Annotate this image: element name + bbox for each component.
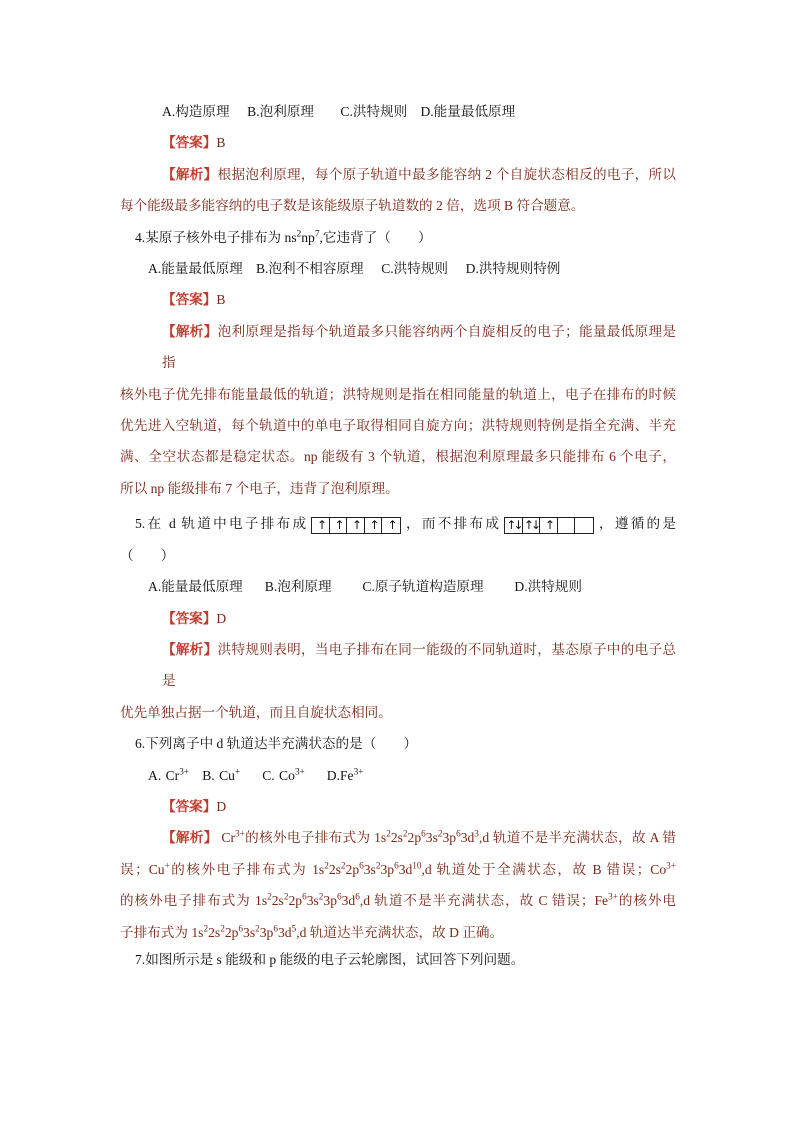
- orbital-box: ↑: [365, 518, 383, 533]
- superscript: 6: [302, 891, 307, 902]
- superscript: 3+: [608, 891, 618, 902]
- text-run: 2p: [288, 893, 303, 909]
- orbital-box: ↑: [387, 517, 395, 532]
- options-line: [120, 571, 676, 602]
- answer-line: [120, 284, 676, 315]
- text-run: 误；Cu: [120, 861, 165, 877]
- analysis-block: [120, 316, 676, 504]
- text-run: 根据泡利原理，每个原子轨道中最多能容纳 2 个自旋状态相反的电子，所以: [217, 166, 677, 182]
- text-run: ，遵循的是: [596, 516, 677, 532]
- text-run: ,d 轨道不是半充满状态，故 A 错: [478, 830, 677, 846]
- superscript: 2: [255, 923, 260, 934]
- options-block: [120, 96, 676, 127]
- text-run: D.Fe: [304, 767, 354, 783]
- text-run: A. Cr: [148, 767, 180, 783]
- analysis-line: [120, 854, 676, 885]
- text-run: 洪特规则表明，当电子排布在同一能级的不同轨道时，基态原子中的电子总是: [162, 641, 677, 689]
- analysis-label: 【解析】: [162, 166, 218, 182]
- analysis-block: [120, 634, 676, 728]
- orbital-box-diagram: [504, 517, 594, 534]
- options-line: [120, 760, 676, 791]
- text-run: 3d: [277, 924, 292, 940]
- analysis-line: [120, 822, 676, 853]
- text-run: 2s: [208, 924, 221, 940]
- text-run: ,d 轨道处于全满状态，故 B 错误；Co: [421, 861, 667, 877]
- text-run: 子排布式为 1s: [120, 924, 204, 940]
- text-run: np: [301, 229, 315, 245]
- analysis-label: 【解析】: [162, 830, 218, 846]
- answer-block: [120, 791, 676, 822]
- text-run: 的核外电子排布式为 1s: [169, 861, 325, 877]
- text-run: A.能量最低原理 B.泡利不相容原理 C.洪特规则 D.洪特规则特例: [148, 261, 561, 277]
- superscript: 10: [412, 860, 422, 871]
- question-line: [120, 508, 676, 539]
- answer-block: [120, 284, 676, 315]
- analysis-line: [120, 159, 676, 190]
- analysis-label: 【解析】: [162, 323, 218, 339]
- text-run: A.能量最低原理 B.泡利原理 C.原子轨道构造原理 D.洪特规则: [148, 579, 582, 595]
- text-run: 6.下列离子中 d 轨道达半充满状态的是（ ）: [135, 736, 418, 752]
- superscript: 2: [296, 228, 302, 239]
- superscript: 2: [220, 923, 225, 934]
- text-run: B: [216, 135, 226, 151]
- analysis-line: [120, 634, 676, 697]
- text-run: 4.某原子核外电子排布为 ns: [135, 229, 297, 245]
- text-run: 满、全空状态都是稳定状态。np 能级有 3 个轨道，根据泡利原理最多只能排布 6 个电子，: [120, 449, 676, 465]
- analysis-line: [120, 441, 676, 472]
- answer-label: 【答案】: [162, 135, 217, 151]
- analysis-line: [120, 410, 676, 441]
- answer-line: [120, 127, 676, 158]
- superscript: 2: [386, 828, 391, 839]
- superscript: 6: [337, 891, 342, 902]
- superscript: 6: [238, 923, 244, 934]
- superscript: 3+: [666, 860, 676, 871]
- superscript: 3+: [353, 766, 364, 776]
- superscript: 2: [402, 828, 408, 839]
- text-run: 2p: [407, 830, 422, 846]
- text-run: Cr: [217, 830, 235, 846]
- answer-line: [120, 791, 676, 822]
- answer-line: [120, 603, 676, 634]
- text-run: 3d: [341, 893, 356, 909]
- options-block: [120, 760, 676, 791]
- text-run: 每个能级最多能容纳的电子数是该能级原子轨道数的 2 倍，选项 B 符合题意。: [120, 198, 585, 214]
- superscript: 6: [355, 891, 360, 902]
- text-run: B. Cu: [189, 767, 235, 783]
- question-line: [120, 728, 676, 759]
- superscript: +: [234, 766, 241, 776]
- text-run: 的核外电子排布式为 1s: [244, 830, 387, 846]
- text-run: 3s: [363, 861, 376, 877]
- answer-block: [120, 127, 676, 158]
- superscript: 6: [359, 860, 364, 871]
- analysis-line: [120, 697, 676, 728]
- text-run: ,d 轨道不是半充满状态，故 C 错误；Fe: [359, 893, 609, 909]
- text-run: 泡利原理是指每个轨道最多只能容纳两个自旋相反的电子；能量最低原理是指: [162, 323, 677, 371]
- text-run: D: [216, 798, 227, 814]
- text-run: 2s: [328, 861, 341, 877]
- text-run: 核外电子优先排布能量最低的轨道；洪特规则是指在相同能量的轨道上，电子在排布的时候: [120, 386, 676, 402]
- text-run: 3d: [460, 830, 475, 846]
- text-run: C. Co: [240, 767, 295, 783]
- text-run: 的核外电子排布式为 1s: [120, 893, 268, 909]
- superscript: 6: [421, 828, 426, 839]
- text-run: 2p: [224, 924, 239, 940]
- superscript: 3+: [294, 766, 305, 776]
- text-run: ,d 轨道达半充满状态，故 D 正确。: [296, 924, 504, 940]
- text-run: 优先进入空轨道，每个轨道中的单电子取得相同自旋方向；洪特规则特例是指全充满、半充: [120, 418, 676, 434]
- superscript: 2: [437, 828, 443, 839]
- superscript: 6: [456, 828, 461, 839]
- text-run: ，而不排布成: [403, 516, 502, 532]
- superscript: 2: [318, 891, 324, 902]
- text-run: 3s: [425, 830, 438, 846]
- superscript: 2: [324, 860, 329, 871]
- text-run: 3p: [442, 830, 457, 846]
- question-block: [120, 508, 676, 571]
- text-run: （ ）: [120, 547, 175, 563]
- superscript: 6: [394, 860, 399, 871]
- orbital-box: ↑↓: [523, 518, 541, 533]
- superscript: 3+: [235, 828, 245, 839]
- orbital-box: ↑↓: [505, 518, 523, 533]
- analysis-line: [120, 885, 676, 916]
- superscript: 2: [203, 923, 209, 934]
- orbital-box: ↑: [330, 518, 348, 533]
- text-run: 所以 np 能级排布 7 个电子，违背了泡利原理。: [120, 480, 399, 496]
- superscript: 2: [375, 860, 381, 871]
- text-run: 3d: [398, 861, 413, 877]
- answer-label: 【答案】: [162, 798, 217, 814]
- superscript: 5: [291, 923, 297, 934]
- text-run: 7.如图所示是 s 能级和 p 能级的电子云轮廓图，试回答下列问题。: [135, 951, 525, 967]
- text-run: ,它违背了（ ）: [319, 229, 432, 245]
- question-line: [120, 540, 676, 571]
- text-run: 3s: [243, 924, 256, 940]
- orbital-box: ↑: [540, 518, 558, 533]
- question-line: [120, 222, 676, 253]
- text-run: 5.在 d 轨道中电子排布成: [135, 516, 309, 532]
- superscript: 2: [267, 891, 272, 902]
- question-list: [120, 96, 676, 975]
- analysis-line: [120, 473, 676, 504]
- text-run: B: [216, 292, 226, 308]
- text-run: 2s: [390, 830, 403, 846]
- answer-label: 【答案】: [162, 610, 217, 626]
- text-run: D: [216, 610, 227, 626]
- question-line: [120, 944, 676, 975]
- superscript: 2: [340, 860, 346, 871]
- orbital-box: ↑: [347, 518, 365, 533]
- superscript: 6: [273, 923, 278, 934]
- superscript: +: [164, 860, 170, 871]
- text-run: 3p: [259, 924, 274, 940]
- text-run: 优先单独占据一个轨道，而且自旋状态相同。: [120, 704, 392, 720]
- text-run: 3s: [306, 893, 319, 909]
- options-line: [120, 253, 676, 284]
- options-block: [120, 253, 676, 284]
- orbital-box: ↑: [312, 518, 330, 533]
- analysis-line: [120, 316, 676, 379]
- orbital-box: [575, 518, 593, 533]
- analysis-line: [120, 190, 676, 221]
- question-block: [120, 222, 676, 253]
- superscript: 7: [314, 228, 320, 239]
- options-block: [120, 571, 676, 602]
- text-run: 2p: [345, 861, 360, 877]
- orbital-box-diagram: [311, 517, 401, 534]
- analysis-line: [120, 379, 676, 410]
- question-block: [120, 944, 676, 975]
- answer-block: [120, 603, 676, 634]
- superscript: 3: [474, 828, 479, 839]
- text-run: 的核外电: [617, 893, 676, 909]
- analysis-label: 【解析】: [162, 641, 218, 657]
- analysis-block: [120, 822, 676, 948]
- options-line: [120, 96, 676, 127]
- text-run: 3p: [323, 893, 337, 909]
- superscript: 2: [283, 891, 289, 902]
- superscript: 3+: [179, 766, 190, 776]
- orbital-box: [558, 518, 576, 533]
- text-run: A.构造原理 B.泡利原理 C.洪特规则 D.能量最低原理: [162, 104, 516, 119]
- answer-label: 【答案】: [162, 292, 217, 308]
- text-run: 3p: [380, 861, 395, 877]
- text-run: 2s: [271, 893, 284, 909]
- analysis-block: [120, 159, 676, 222]
- question-block: [120, 728, 676, 759]
